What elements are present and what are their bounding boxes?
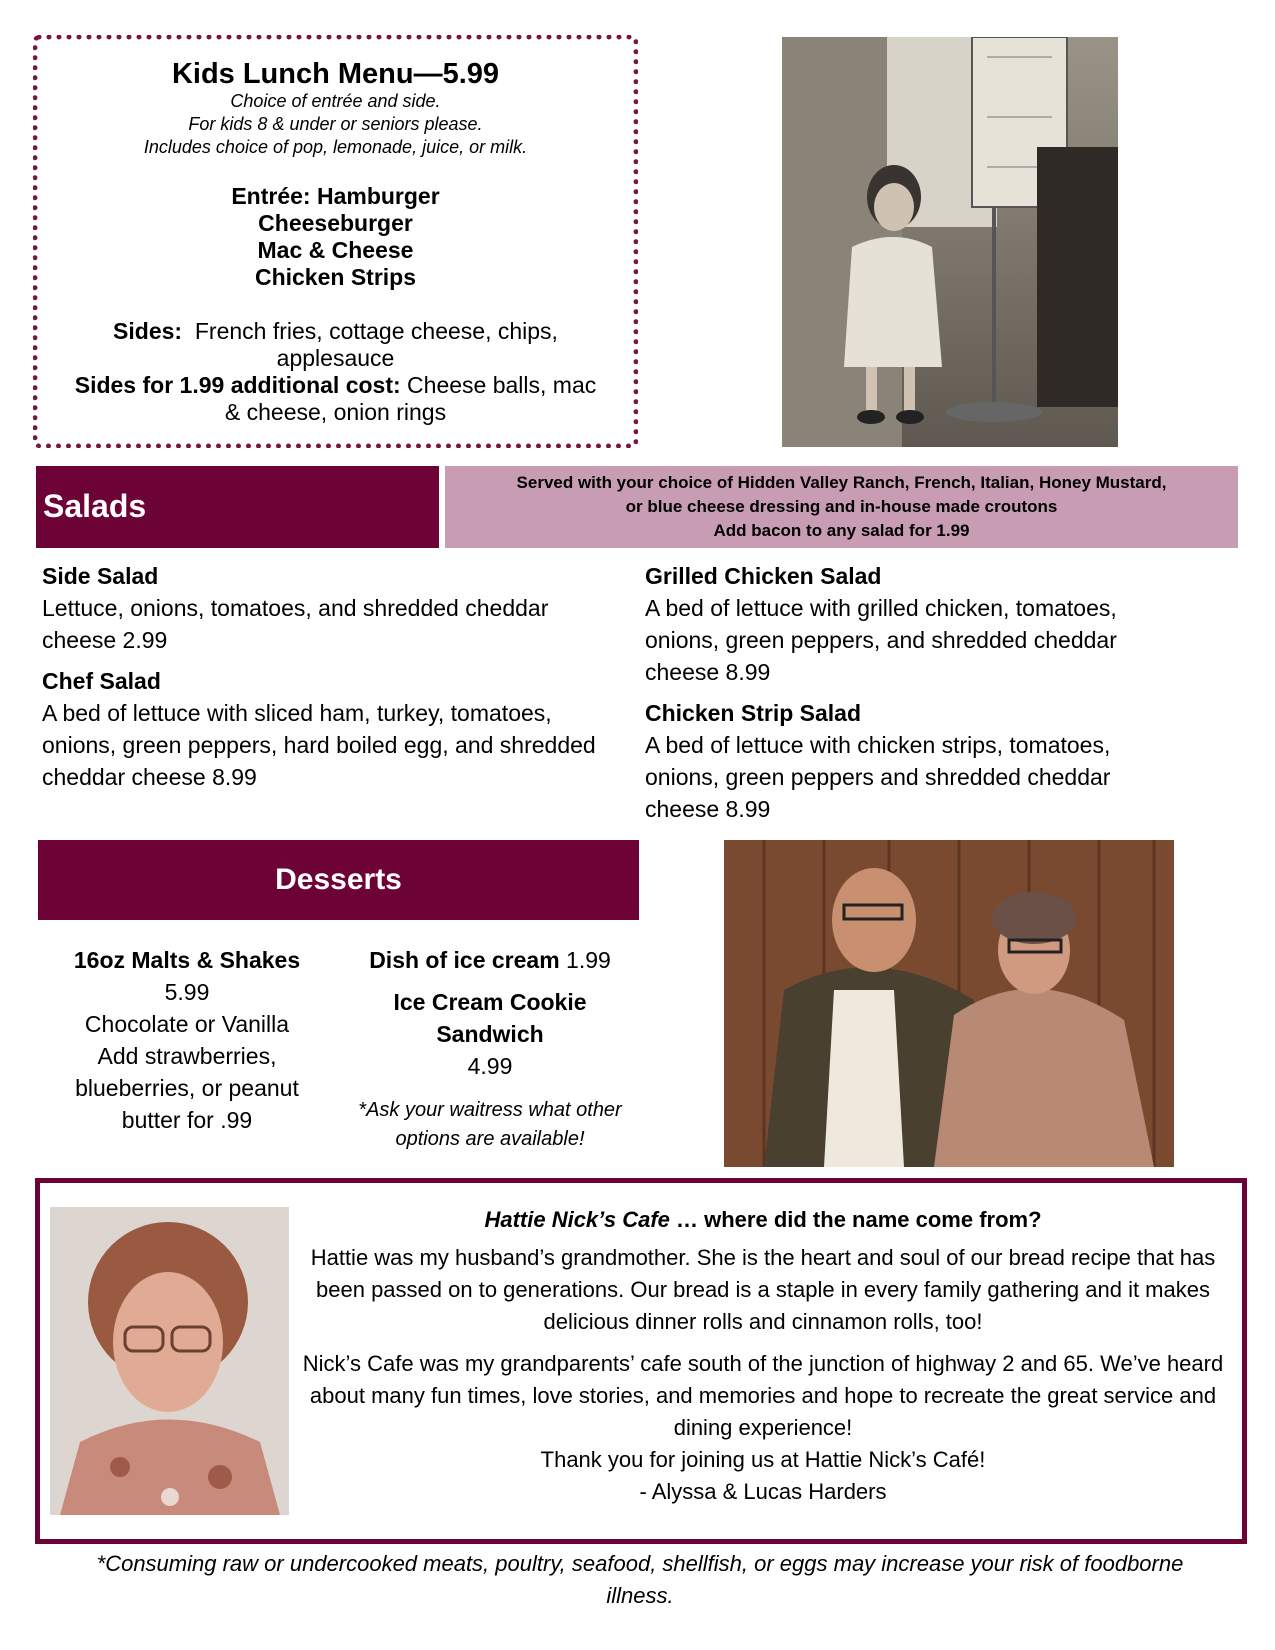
story-paragraph: Hattie was my husband’s grandmother. She is the heart and soul of our bread recipe that has been passed on to generations. Our bread is a staple in every family gathering and it makes delicious dinner rolls and cinnamon rolls, too!	[310, 1245, 1216, 1334]
salads-note-line: Add bacon to any salad for 1.99	[713, 521, 970, 540]
item-description: Lettuce, onions, tomatoes, and shredded cheddar cheese 2.99	[42, 595, 549, 653]
item-price: 5.99	[164, 979, 210, 1005]
story-heading-cafe-name: Hattie Nick’s Cafe	[484, 1207, 670, 1232]
kids-menu-title: Kids Lunch Menu—5.99	[171, 58, 500, 90]
item-price: 1.99	[566, 947, 611, 973]
item-description: A bed of lettuce with sliced ham, turkey, tomatoes, onions, green peppers, hard boiled egg, and shredded cheddar cheese 8.99	[42, 700, 596, 790]
entree-item: Hamburger	[316, 183, 440, 209]
malts-item	[52, 944, 322, 1136]
vintage-photo-hattie	[50, 1207, 289, 1515]
desserts-header: Desserts	[38, 840, 639, 920]
kids-menu-box	[33, 35, 638, 448]
salads-title: Salads	[43, 488, 147, 524]
kids-sides	[38, 318, 633, 426]
story-heading-question: … where did the name come from?	[669, 1207, 1042, 1232]
item-name: Grilled Chicken Salad	[645, 563, 882, 589]
ice-cream-item	[345, 944, 635, 976]
item-name: Chef Salad	[42, 668, 161, 694]
item-name: 16oz Malts & Shakes	[73, 947, 301, 973]
item-name: Ice Cream Cookie Sandwich	[393, 989, 587, 1047]
salads-note-line: Served with your choice of Hidden Valley Ranch, French, Italian, Honey Mustard,	[516, 473, 1167, 492]
item-name: Dish of ice cream	[369, 947, 560, 973]
entree-label: Entrée:	[231, 183, 311, 209]
item-description: A bed of lettuce with chicken strips, tomatoes, onions, green peppers and shredded cheddar cheese 8.99	[645, 732, 1111, 822]
salads-left-column	[42, 560, 622, 793]
entree-item: Cheeseburger	[258, 210, 413, 236]
item-addon: Add strawberries, blueberries, or peanut butter for .99	[75, 1043, 299, 1133]
story-text	[293, 1204, 1233, 1508]
kids-menu-note: For kids 8 & under or seniors please.	[188, 114, 483, 134]
salads-dressing-note	[445, 466, 1238, 548]
story-signature: - Alyssa & Lucas Harders	[639, 1479, 887, 1504]
menu-item	[645, 560, 1185, 688]
kids-entrees	[38, 183, 633, 291]
salads-note-line: or blue cheese dressing and in-house made croutons	[625, 497, 1058, 516]
salads-right-column	[645, 560, 1185, 825]
sides-text: French fries, cottage cheese, chips, applesauce	[194, 318, 558, 371]
menu-item	[42, 665, 622, 793]
kids-menu-note: Choice of entrée and side.	[230, 91, 441, 111]
entree-item: Chicken Strips	[254, 264, 417, 290]
kids-menu-note: Includes choice of pop, lemonade, juice, or milk.	[143, 137, 528, 157]
entree-item: Mac & Cheese	[257, 237, 414, 263]
item-price: 4.99	[467, 1053, 513, 1079]
vintage-photo-girl	[782, 37, 1118, 447]
salads-header	[36, 466, 439, 548]
extra-sides-label: Sides for 1.99 additional cost:	[74, 372, 401, 398]
extra-sides-text: Cheese balls, mac & cheese, onion rings	[224, 372, 597, 425]
food-safety-disclaimer: *Consuming raw or undercooked meats, poultry, seafood, shellfish, or eggs may increase your risk of foodborne illness.	[96, 1551, 1184, 1608]
dessert-note: *Ask your waitress what other options are available!	[358, 1099, 622, 1150]
story-thanks: Thank you for joining us at Hattie Nick’s Café!	[540, 1447, 986, 1472]
item-flavors: Chocolate or Vanilla	[84, 1011, 290, 1037]
item-name: Chicken Strip Salad	[645, 700, 862, 726]
menu-item	[42, 560, 622, 656]
item-description: A bed of lettuce with grilled chicken, tomatoes, onions, green peppers, and shredded cheddar cheese 8.99	[645, 595, 1117, 685]
dessert-column-2	[345, 944, 635, 1154]
story-heading	[293, 1204, 1233, 1236]
vintage-photo-couple	[724, 840, 1174, 1167]
story-paragraph: Nick’s Cafe was my grandparents’ cafe south of the junction of highway 2 and 65. We’ve heard about many fun times, love stories, and memories and hope to recreate the great service and dining experience!	[302, 1351, 1224, 1440]
sides-label: Sides:	[113, 318, 183, 344]
item-name: Side Salad	[42, 563, 159, 589]
menu-item	[645, 697, 1185, 825]
